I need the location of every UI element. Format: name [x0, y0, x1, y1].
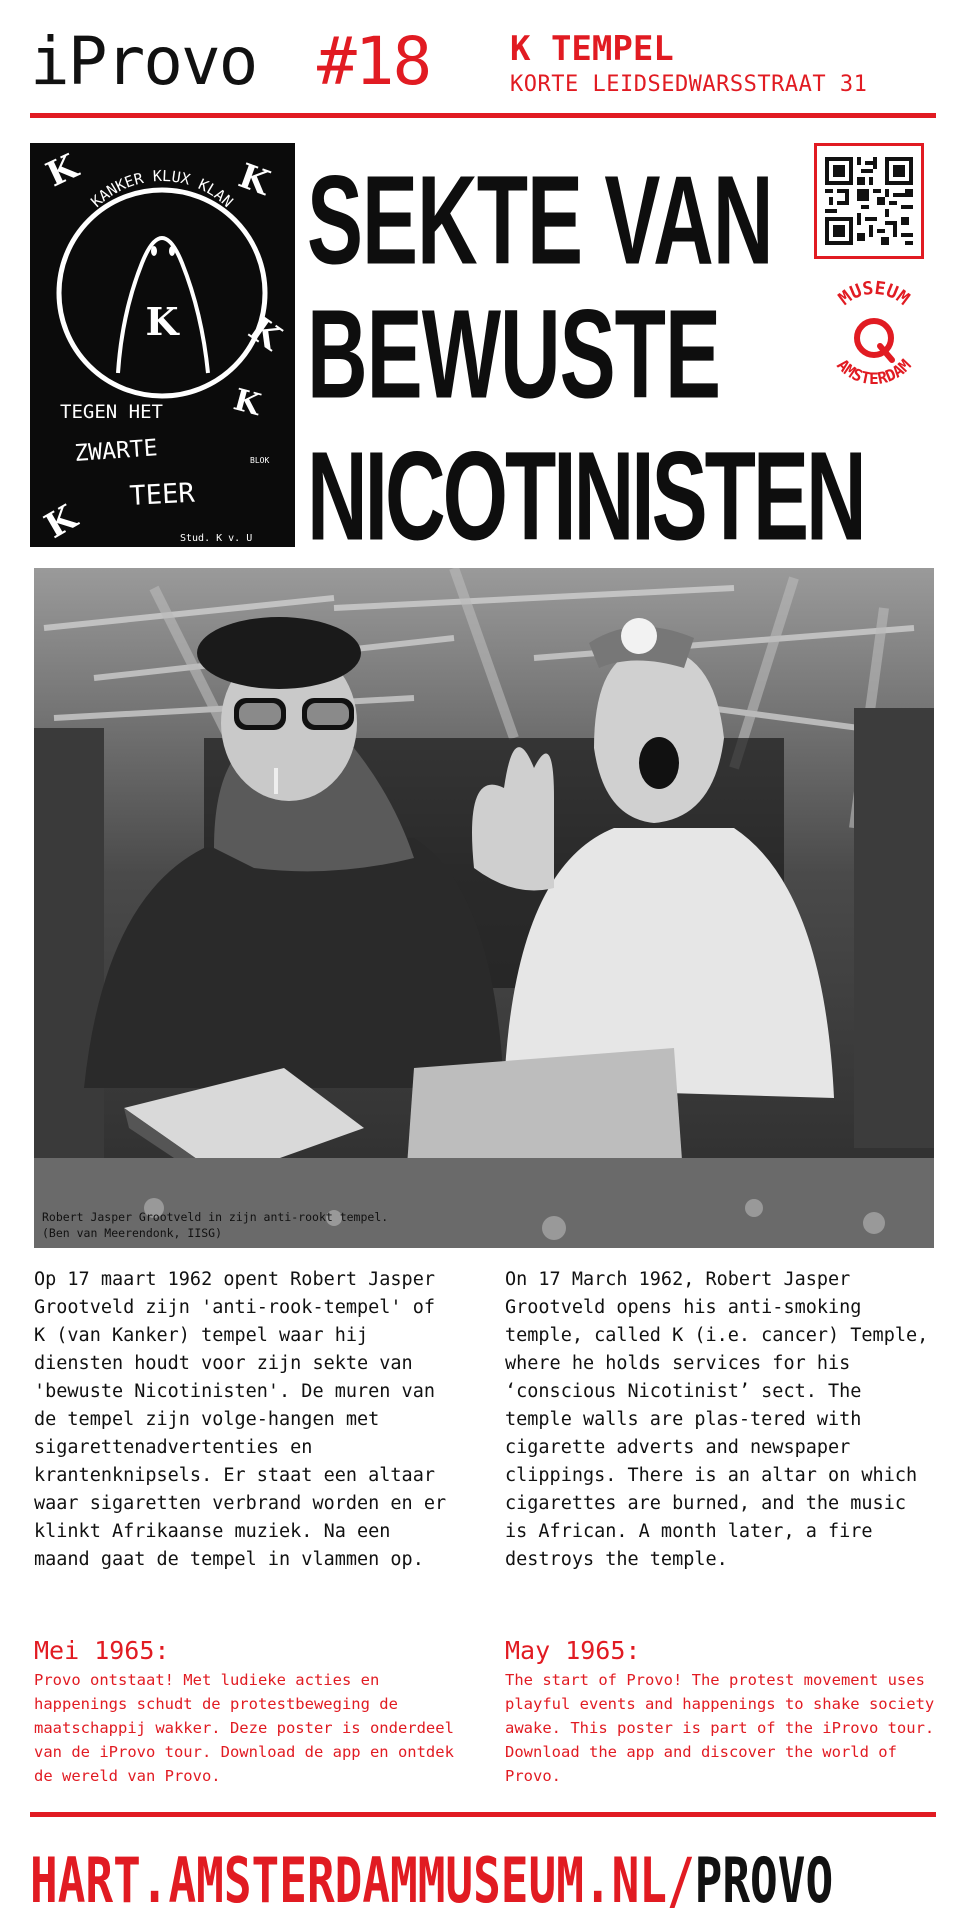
brand-title: iProvo — [30, 23, 257, 100]
footer-url-link[interactable] — [30, 1837, 936, 1920]
poster-small-note: BLOK — [250, 456, 270, 465]
museum-arc-top: MUSEUM — [834, 277, 914, 310]
center-letter: K — [145, 299, 179, 344]
poster-line-teer: TEER — [128, 477, 196, 512]
kanker-klux-klan-poster — [30, 143, 295, 547]
ring-text: KANKER KLUX KLAN — [87, 166, 237, 211]
poster-signature: Stud. K v. U — [180, 533, 253, 544]
museum-arc-bottom: AMSTERDAM — [833, 355, 915, 388]
context-text-english: The start of Provo! The protest movement uses playful events and happenings to shake society awake. This poster is part of the iProvo tour. Download the app and discover the world of Provo. — [505, 1671, 935, 1785]
context-heading-dutch: Mei 1965: — [34, 1636, 170, 1665]
location-address: KORTE LEIDSEDWARSSTRAAT 31 — [510, 72, 868, 97]
header — [30, 18, 940, 108]
amsterdam-museum-logo — [810, 272, 938, 400]
location-name: K TEMPEL — [510, 29, 674, 69]
footer-path[interactable]: PROVO — [694, 1843, 834, 1917]
headline-line-3: NICOTINISTEN — [307, 425, 864, 567]
svg-text:K: K — [233, 155, 275, 204]
photo-caption — [42, 1209, 472, 1241]
svg-text:K: K — [40, 146, 84, 196]
headline-line-1: SEKTE VAN — [307, 149, 773, 291]
ring-circle — [59, 190, 265, 396]
issue-number: #18 — [317, 23, 431, 100]
svg-text:K: K — [38, 497, 84, 547]
poster-line-zwarte: ZWARTE — [73, 435, 159, 467]
body-text-dutch: Op 17 maart 1962 opent Robert Jasper Grootveld zijn 'anti-rook-tempel' of K (van Kanker) tempel waar hij diensten houdt voor zijn sekte van 'bewuste Nicotinisten'. De muren van de tempel zijn volge-hangen met sigarettenadvertenties en krantenknipsels. Er staat een altaar waar sigaretten verbrand worden en er klinkt Afrikaanse muziek. Na een maand gaat de tempel in vlammen op. — [34, 1269, 447, 1570]
svg-text:K: K — [241, 308, 289, 359]
photo-grootveld-temple — [34, 568, 934, 1248]
qr-code[interactable] — [814, 143, 924, 259]
poster-line-tegen-het: TEGEN HET — [60, 401, 163, 423]
headline-line-2: BEWUSTE — [307, 283, 720, 425]
caption-line-1: Robert Jasper Grootveld in zijn anti-rookt tempel. — [42, 1210, 389, 1224]
svg-text:K: K — [229, 382, 265, 423]
context-heading-english: May 1965: — [505, 1636, 641, 1665]
bottom-rule — [30, 1812, 936, 1817]
context-text-dutch: Provo ontstaat! Met ludieke acties en happenings schudt de protestbeweging de maatschappij wakker. Deze poster is onderdeel van de iProvo tour. Download de app en ontdek de wereld van Provo. — [34, 1671, 454, 1785]
body-text-english: On 17 March 1962, Robert Jasper Grootveld opens his anti-smoking temple, called K (i.e. cancer) Temple, where he holds services for his ‘conscious Nicotinist’ sect. The temple walls are plas-tered with cigarette adverts and newspaper clippings. There is an altar on which cigarettes are burned, and the music is African. A month later, a fire destroys the temple. — [505, 1269, 929, 1570]
top-rule — [30, 113, 936, 118]
footer-url[interactable]: HART.AMSTERDAMMUSEUM.NL/ — [30, 1843, 695, 1917]
caption-line-2: (Ben van Meerendonk, IISG) — [42, 1226, 223, 1240]
headline — [307, 136, 864, 567]
